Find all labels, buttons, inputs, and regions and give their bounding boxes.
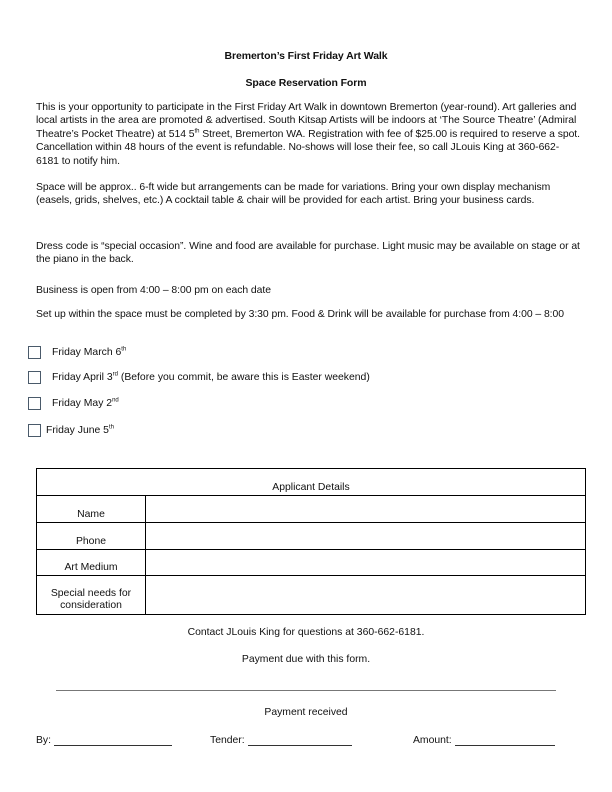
hours-paragraph: Business is open from 4:00 – 8:00 pm on each date bbox=[36, 285, 271, 296]
payment-received-heading: Payment received bbox=[264, 707, 348, 718]
document-title: Bremerton’s First Friday Art Walk bbox=[224, 50, 388, 62]
date-option-april[interactable] bbox=[28, 371, 370, 384]
contact-text: Contact JLouis King for questions at 360-662-6181. bbox=[187, 627, 425, 638]
amount-input-line[interactable] bbox=[455, 735, 555, 746]
checkbox-icon[interactable] bbox=[28, 424, 41, 437]
date-option-may[interactable] bbox=[28, 397, 119, 410]
tender-field[interactable] bbox=[210, 735, 352, 746]
intro-text-2: Street, Bremerton WA. Registration with fee of $25.00 is required to reserve a spot. Cancellation within 48 hours of the event is refundable. No-shows will lose their fee, so call JLouis King at 360-662-6181 to notify him. bbox=[36, 128, 580, 167]
table-row-art-medium bbox=[37, 550, 585, 576]
tender-label: Tender: bbox=[210, 735, 245, 746]
name-field[interactable] bbox=[146, 496, 585, 522]
by-input-line[interactable] bbox=[54, 735, 172, 746]
amount-field[interactable] bbox=[413, 735, 555, 746]
space-paragraph: Space will be approx.. 6-ft wide but arrangements can be made for variations. Bring your own display mechanism (easels, grids, shelves, etc.) A cocktail table & chair will be provided for each artist. Bring your business cards. bbox=[36, 182, 551, 207]
checkbox-icon[interactable] bbox=[28, 346, 41, 359]
applicant-details-table bbox=[36, 468, 586, 615]
date-label: Friday March 6th bbox=[52, 346, 127, 358]
date-option-june[interactable] bbox=[28, 424, 114, 437]
intro-paragraph bbox=[36, 101, 581, 168]
by-field[interactable] bbox=[36, 735, 172, 746]
document-subtitle: Space Reservation Form bbox=[245, 77, 367, 89]
dress-code-paragraph: Dress code is “special occasion”. Wine and food are available for purchase. Light music may be available on stage or at the piano in the back. bbox=[36, 241, 580, 266]
checkbox-icon[interactable] bbox=[28, 371, 41, 384]
table-row-special-needs bbox=[37, 576, 585, 614]
table-header: Applicant Details bbox=[37, 469, 585, 496]
by-label: By: bbox=[36, 735, 52, 746]
art-medium-field[interactable] bbox=[146, 550, 585, 575]
payment-due-text: Payment due with this form. bbox=[241, 654, 371, 665]
row-label: Phone bbox=[37, 523, 146, 549]
row-label: Special needs for consideration bbox=[37, 576, 146, 614]
special-needs-field[interactable] bbox=[146, 576, 585, 614]
table-row-phone bbox=[37, 523, 585, 550]
tender-input-line[interactable] bbox=[248, 735, 352, 746]
intro-text-1: This is your opportunity to participate in the First Friday Art Walk in downtown Bremerton (year-round). Art galleries and local artists in the area are promoted & advertised. South Kitsap Artists will be indoors at ‘The Source Theatre’ (Admiral Theatre’s Pocket Theatre) at 514 5 bbox=[36, 102, 577, 140]
date-label: Friday June 5th bbox=[46, 424, 114, 436]
intro-sup: th bbox=[194, 128, 200, 135]
setup-paragraph: Set up within the space must be completed by 3:30 pm. Food & Drink will be available for purchase from 4:00 – 8:00 bbox=[36, 309, 564, 320]
row-label: Art Medium bbox=[37, 550, 146, 575]
checkbox-icon[interactable] bbox=[28, 397, 41, 410]
table-row-name bbox=[37, 496, 585, 523]
amount-label: Amount: bbox=[413, 735, 452, 746]
phone-field[interactable] bbox=[146, 523, 585, 549]
date-label: Friday May 2nd bbox=[52, 397, 119, 409]
row-label: Name bbox=[37, 496, 146, 522]
divider-line bbox=[56, 690, 556, 691]
date-option-march[interactable] bbox=[28, 346, 126, 359]
date-label: Friday April 3rd (Before you commit, be aware this is Easter weekend) bbox=[52, 371, 370, 383]
